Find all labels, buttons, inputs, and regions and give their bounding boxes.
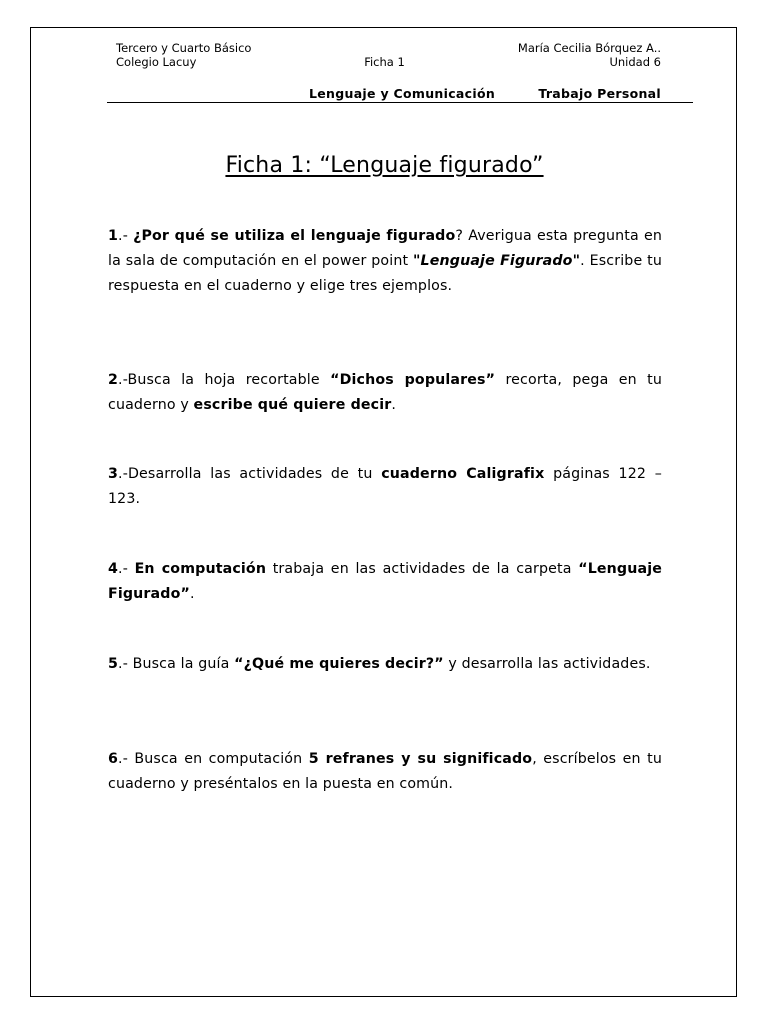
quoted-title: "Lenguaje Figurado": [413, 253, 581, 269]
question-4: [108, 557, 662, 607]
item-text: Desarrolla las actividades de tu: [127, 466, 382, 482]
question-2: [108, 368, 662, 418]
item-number: 3: [108, 466, 119, 482]
item-text: . Escribe tu respuesta en el cuaderno y elige tres ejemplos.: [108, 253, 662, 294]
bold-question: ¿Por qué se utiliza el lenguaje figurado: [133, 228, 456, 244]
bold-text: En computación: [134, 561, 267, 577]
subject-label: Lenguaje y Comunicación: [309, 86, 496, 101]
item-number: 6: [108, 751, 119, 767]
question-3: [108, 462, 662, 512]
item-text: .: [189, 586, 195, 602]
item-number: 5: [108, 656, 119, 672]
question-mark: ?: [455, 228, 464, 244]
header-right: [518, 41, 661, 69]
item-separator: .-: [118, 228, 134, 244]
sheet-label: Ficha 1: [364, 55, 405, 69]
item-text: , escríbelos en tu cuaderno y preséntalos en la puesta en común.: [108, 751, 662, 792]
bold-text: “Lenguaje Figurado”: [108, 561, 662, 602]
item-text: y desarrolla las actividades.: [443, 656, 651, 672]
item-separator: .-: [118, 372, 128, 388]
item-text: .: [391, 397, 397, 413]
item-separator: .- Busca en computación: [118, 751, 309, 767]
bold-text: cuaderno Caligrafix: [381, 466, 545, 482]
question-6: [108, 747, 662, 797]
page-title: Ficha 1: “Lenguaje figurado”: [225, 153, 544, 178]
item-text: Busca la hoja recortable: [127, 372, 331, 388]
worksheet-page: [30, 27, 737, 997]
bold-text: 5 refranes y su significado: [308, 751, 533, 767]
bold-text: “Dichos populares”: [330, 372, 496, 388]
bold-text: “¿Qué me quieres decir?”: [234, 656, 444, 672]
item-separator: .- Busca la guía: [118, 656, 235, 672]
item-text: recorta, pega en tu cuaderno y: [108, 372, 663, 413]
header-divider: [107, 102, 693, 103]
item-number: 1: [108, 228, 119, 244]
school-label: Colegio Lacuy: [116, 55, 197, 69]
item-text: páginas 122 – 123.: [108, 466, 662, 507]
item-text: trabaja en las actividades de la carpeta: [266, 561, 579, 577]
item-text: Averigua esta pregunta en la sala de computación en el power point: [108, 228, 662, 269]
bold-text: escribe qué quiere decir: [193, 397, 392, 413]
item-number: 2: [108, 372, 119, 388]
teacher-label: María Cecilia Bórquez A..: [517, 41, 661, 55]
question-5: [108, 652, 662, 677]
unit-label: Unidad 6: [609, 55, 661, 69]
course-label: Tercero y Cuarto Básico: [116, 41, 252, 55]
item-number: 4: [108, 561, 119, 577]
work-type-label: Trabajo Personal: [538, 86, 661, 101]
item-separator: .-: [118, 466, 128, 482]
question-1: [108, 224, 662, 299]
item-separator: .-: [118, 561, 135, 577]
